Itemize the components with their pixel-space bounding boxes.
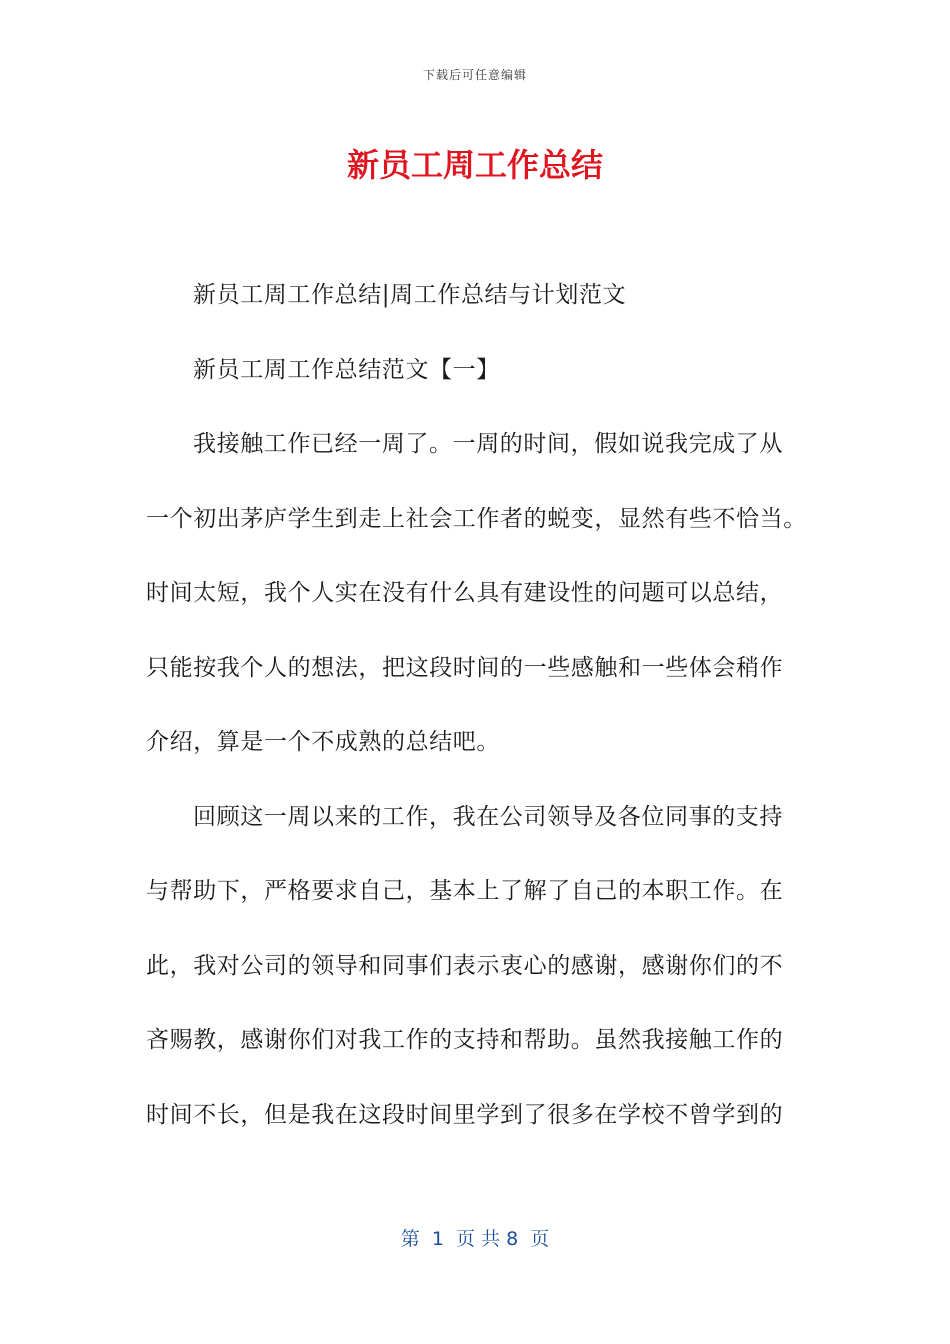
paragraph-line: 介绍，算是一个不成熟的总结吧。 <box>146 729 500 755</box>
page-footer: 第 1 页 共 8 页 <box>400 1228 550 1250</box>
document-body <box>146 268 806 1162</box>
paragraph-line: 与帮助下，严格要求自己，基本上了解了自己的本职工作。在 <box>146 878 784 904</box>
paragraph-line: 时间太短，我个人实在没有什么具有建设性的问题可以总结， <box>146 580 784 606</box>
paragraph-line: 我接触工作已经一周了。一周的时间，假如说我完成了从 <box>193 431 783 457</box>
paragraph-line: 新员工周工作总结|周工作总结与计划范文 <box>193 282 627 308</box>
paragraph-line: 回顾这一周以来的工作，我在公司领导及各位同事的支持 <box>193 803 783 830</box>
paragraph-line: 只能按我个人的想法，把这段时间的一些感触和一些体会稍作 <box>146 654 784 681</box>
paragraph-line: 时间不长，但是我在这段时间里学到了很多在学校不曾学到的 <box>146 1101 784 1128</box>
paragraph-line: 新员工周工作总结范文【一】 <box>193 356 500 383</box>
paragraph-line: 一个初出茅庐学生到走上社会工作者的蜕变，显然有些不恰当。 <box>146 505 807 532</box>
document-title: 新员工周工作总结 <box>346 146 603 184</box>
header-note: 下载后可任意编辑 <box>422 68 527 82</box>
paragraph-line: 此，我对公司的领导和同事们表示衷心的感谢，感谢你们的不 <box>146 952 784 979</box>
paragraph-line: 吝赐教，感谢你们对我工作的支持和帮助。虽然我接触工作的 <box>146 1027 784 1053</box>
